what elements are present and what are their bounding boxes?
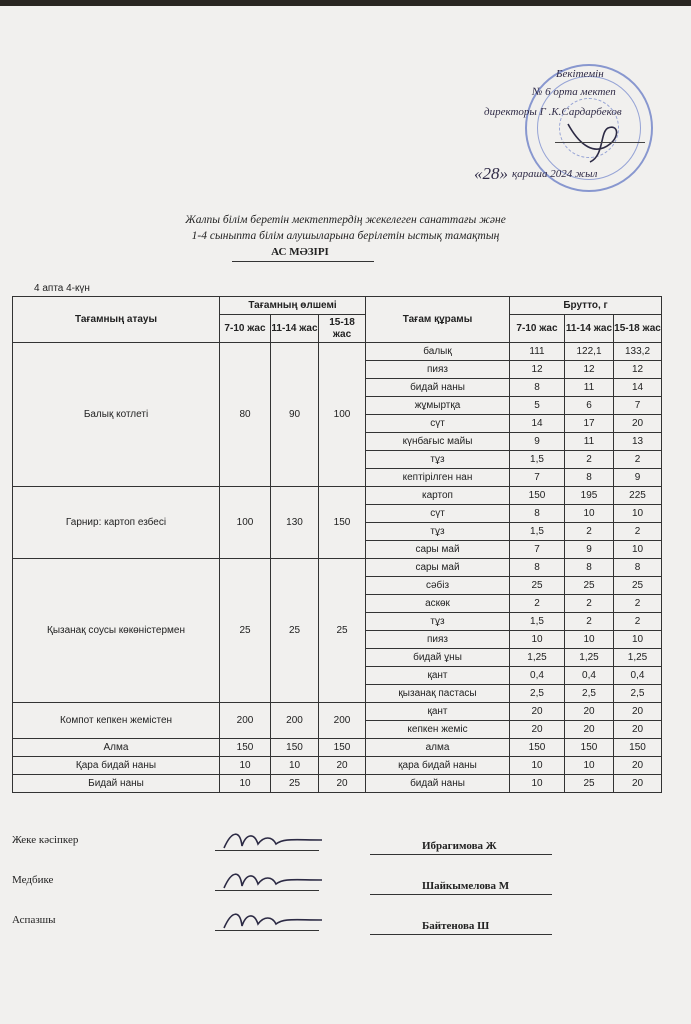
ingredient-name: сүт (366, 505, 510, 523)
ingredient-brutto: 10 (565, 505, 614, 523)
ingredient-name: балық (366, 343, 510, 361)
ingredient-brutto: 8 (510, 505, 565, 523)
title-underline (232, 261, 374, 262)
ingredient-brutto: 20 (614, 775, 662, 793)
ingredient-brutto: 14 (614, 379, 662, 397)
ingredient-name: жұмыртқа (366, 397, 510, 415)
dish-portion: 10 (220, 775, 271, 793)
ingredient-brutto: 10 (614, 541, 662, 559)
ingredient-brutto: 150 (510, 739, 565, 757)
ingredient-brutto: 1,25 (510, 649, 565, 667)
week-day-label: 4 апта 4-күн (34, 283, 90, 294)
dish-name: Қызанақ соусы көкөністермен (13, 559, 220, 703)
ingredient-brutto: 150 (565, 739, 614, 757)
ingredient-brutto: 2,5 (565, 685, 614, 703)
approval-line-2: № 6 орта мектеп (532, 86, 616, 98)
document-page (0, 6, 691, 1024)
ingredient-name: қызанақ пастасы (366, 685, 510, 703)
ingredient-brutto: 2 (614, 595, 662, 613)
ingredient-brutto: 10 (565, 631, 614, 649)
ingredient-brutto: 122,1 (565, 343, 614, 361)
menu-row (13, 343, 662, 361)
name-line (370, 934, 552, 935)
ingredient-name: бидай ұны (366, 649, 510, 667)
ingredient-brutto: 0,4 (565, 667, 614, 685)
ingredient-brutto: 2 (565, 613, 614, 631)
ingredient-brutto: 7 (510, 469, 565, 487)
handwritten-signature (218, 866, 328, 896)
ingredient-brutto: 0,4 (510, 667, 565, 685)
ingredient-brutto: 225 (614, 487, 662, 505)
ingredient-name: қара бидай наны (366, 757, 510, 775)
header-brutto-age-7-10: 7-10 жас (510, 315, 565, 343)
ingredient-name: сәбіз (366, 577, 510, 595)
header-composition: Тағам құрамы (366, 297, 510, 343)
dish-portion: 90 (271, 343, 319, 487)
header-dish-name: Тағамның атауы (13, 297, 220, 343)
approval-line-3: директоры Г .К.Сардарбеков (484, 106, 622, 118)
ingredient-brutto: 2 (614, 523, 662, 541)
dish-name: Қара бидай наны (13, 757, 220, 775)
name-line (370, 894, 552, 895)
dish-portion: 150 (319, 487, 366, 559)
ingredient-name: пияз (366, 631, 510, 649)
name-line (370, 854, 552, 855)
ingredient-brutto: 5 (510, 397, 565, 415)
ingredient-brutto: 9 (510, 433, 565, 451)
ingredient-brutto: 1,5 (510, 523, 565, 541)
dish-portion: 25 (319, 559, 366, 703)
ingredient-brutto: 20 (510, 721, 565, 739)
header-brutto-age-15-18: 15-18 жас (614, 315, 662, 343)
ingredient-name: бидай наны (366, 775, 510, 793)
ingredient-brutto: 10 (510, 757, 565, 775)
menu-row (13, 757, 662, 775)
ingredient-brutto: 9 (614, 469, 662, 487)
ingredient-brutto: 20 (565, 721, 614, 739)
ingredient-name: кептірілген нан (366, 469, 510, 487)
ingredient-brutto: 2 (510, 595, 565, 613)
ingredient-brutto: 10 (614, 631, 662, 649)
approval-date: қараша 2024 жыл (512, 168, 598, 180)
ingredient-name: сары май (366, 559, 510, 577)
ingredient-name: күнбағыс майы (366, 433, 510, 451)
ingredient-brutto: 8 (565, 559, 614, 577)
menu-table-body (13, 343, 662, 793)
director-signature (560, 116, 630, 166)
dish-name: Балық котлеті (13, 343, 220, 487)
ingredient-brutto: 2 (614, 451, 662, 469)
dish-portion: 100 (220, 487, 271, 559)
ingredient-name: қант (366, 667, 510, 685)
ingredient-name: аскөк (366, 595, 510, 613)
ingredient-brutto: 195 (565, 487, 614, 505)
signature-role: Медбике (12, 874, 54, 886)
ingredient-brutto: 7 (614, 397, 662, 415)
menu-title-main: АС МӘЗІРІ (271, 246, 329, 258)
ingredient-brutto: 8 (510, 559, 565, 577)
dish-name: Гарнир: картоп езбесі (13, 487, 220, 559)
ingredient-brutto: 25 (565, 577, 614, 595)
handwritten-signature (218, 906, 328, 936)
dish-portion: 10 (220, 757, 271, 775)
ingredient-brutto: 0,4 (614, 667, 662, 685)
signature-name: Ибрагимова Ж (422, 840, 497, 852)
ingredient-name: алма (366, 739, 510, 757)
ingredient-name: тұз (366, 523, 510, 541)
ingredient-name: сары май (366, 541, 510, 559)
ingredient-name: тұз (366, 451, 510, 469)
dish-portion: 200 (271, 703, 319, 739)
ingredient-brutto: 25 (614, 577, 662, 595)
header-brutto: Брутто, г (510, 297, 662, 315)
ingredient-brutto: 25 (510, 577, 565, 595)
dish-portion: 20 (319, 757, 366, 775)
ingredient-name: бидай наны (366, 379, 510, 397)
ingredient-brutto: 10 (510, 631, 565, 649)
dish-portion: 25 (271, 559, 319, 703)
ingredient-brutto: 11 (565, 379, 614, 397)
ingredient-brutto: 13 (614, 433, 662, 451)
approval-day: «28» (474, 164, 508, 183)
dish-portion: 25 (271, 775, 319, 793)
menu-row (13, 775, 662, 793)
signature-role: Аспазшы (12, 914, 56, 926)
header-portion-age-7-10: 7-10 жас (220, 315, 271, 343)
ingredient-brutto: 1,5 (510, 613, 565, 631)
ingredient-brutto: 2 (565, 523, 614, 541)
ingredient-brutto: 8 (565, 469, 614, 487)
ingredient-brutto: 20 (614, 757, 662, 775)
approval-line-1: Бекітемін (556, 68, 604, 80)
signature-name: Байтенова Ш (422, 920, 490, 932)
ingredient-brutto: 2,5 (614, 685, 662, 703)
ingredient-brutto: 20 (614, 703, 662, 721)
ingredient-brutto: 9 (565, 541, 614, 559)
dish-portion: 20 (319, 775, 366, 793)
ingredient-brutto: 17 (565, 415, 614, 433)
dish-portion: 25 (220, 559, 271, 703)
ingredient-brutto: 1,5 (510, 451, 565, 469)
ingredient-brutto: 2,5 (510, 685, 565, 703)
menu-row (13, 487, 662, 505)
dish-portion: 100 (319, 343, 366, 487)
ingredient-brutto: 11 (565, 433, 614, 451)
ingredient-brutto: 6 (565, 397, 614, 415)
ingredient-brutto: 14 (510, 415, 565, 433)
ingredient-brutto: 20 (565, 703, 614, 721)
ingredient-brutto: 111 (510, 343, 565, 361)
signature-role: Жеке кәсіпкер (12, 834, 79, 846)
ingredient-brutto: 2 (614, 613, 662, 631)
ingredient-brutto: 10 (510, 775, 565, 793)
ingredient-brutto: 2 (565, 595, 614, 613)
ingredient-name: картоп (366, 487, 510, 505)
approval-sign-line (555, 142, 645, 143)
ingredient-brutto: 25 (565, 775, 614, 793)
dish-portion: 130 (271, 487, 319, 559)
ingredient-name: тұз (366, 613, 510, 631)
ingredient-name: қант (366, 703, 510, 721)
ingredient-brutto: 10 (565, 757, 614, 775)
ingredient-brutto: 20 (614, 415, 662, 433)
ingredient-brutto: 133,2 (614, 343, 662, 361)
menu-title-line-2: 1-4 сыныпта білім алушыларына берілетін ыстық тамақтың (191, 230, 500, 242)
ingredient-brutto: 1,25 (565, 649, 614, 667)
dish-name: Алма (13, 739, 220, 757)
dish-portion: 150 (319, 739, 366, 757)
header-portion-age-11-14: 11-14 жас (271, 315, 319, 343)
ingredient-name: сүт (366, 415, 510, 433)
ingredient-brutto: 8 (510, 379, 565, 397)
ingredient-brutto: 20 (510, 703, 565, 721)
ingredient-name: кепкен жеміс (366, 721, 510, 739)
header-brutto-age-11-14: 11-14 жас (565, 315, 614, 343)
ingredient-brutto: 150 (614, 739, 662, 757)
dish-name: Бидай наны (13, 775, 220, 793)
menu-row (13, 739, 662, 757)
ingredient-brutto: 12 (565, 361, 614, 379)
signature-name: Шайкымелова М (422, 880, 510, 892)
menu-row (13, 559, 662, 577)
ingredient-brutto: 1,25 (614, 649, 662, 667)
dish-portion: 10 (271, 757, 319, 775)
dish-portion: 200 (220, 703, 271, 739)
menu-row (13, 703, 662, 721)
dish-portion: 200 (319, 703, 366, 739)
ingredient-brutto: 8 (614, 559, 662, 577)
dish-portion: 80 (220, 343, 271, 487)
ingredient-brutto: 20 (614, 721, 662, 739)
menu-title-line-1: Жалпы білім беретін мектептердің жекелеген санаттағы және (185, 214, 506, 226)
menu-table (12, 296, 662, 793)
dish-name: Компот кепкен жемістен (13, 703, 220, 739)
dish-portion: 150 (271, 739, 319, 757)
ingredient-brutto: 12 (510, 361, 565, 379)
ingredient-brutto: 7 (510, 541, 565, 559)
ingredient-name: пияз (366, 361, 510, 379)
handwritten-signature (218, 826, 328, 856)
header-portion-age-15-18: 15-18 жас (319, 315, 366, 343)
header-portion: Тағамның өлшемі (220, 297, 366, 315)
ingredient-brutto: 150 (510, 487, 565, 505)
ingredient-brutto: 2 (565, 451, 614, 469)
ingredient-brutto: 10 (614, 505, 662, 523)
dish-portion: 150 (220, 739, 271, 757)
ingredient-brutto: 12 (614, 361, 662, 379)
